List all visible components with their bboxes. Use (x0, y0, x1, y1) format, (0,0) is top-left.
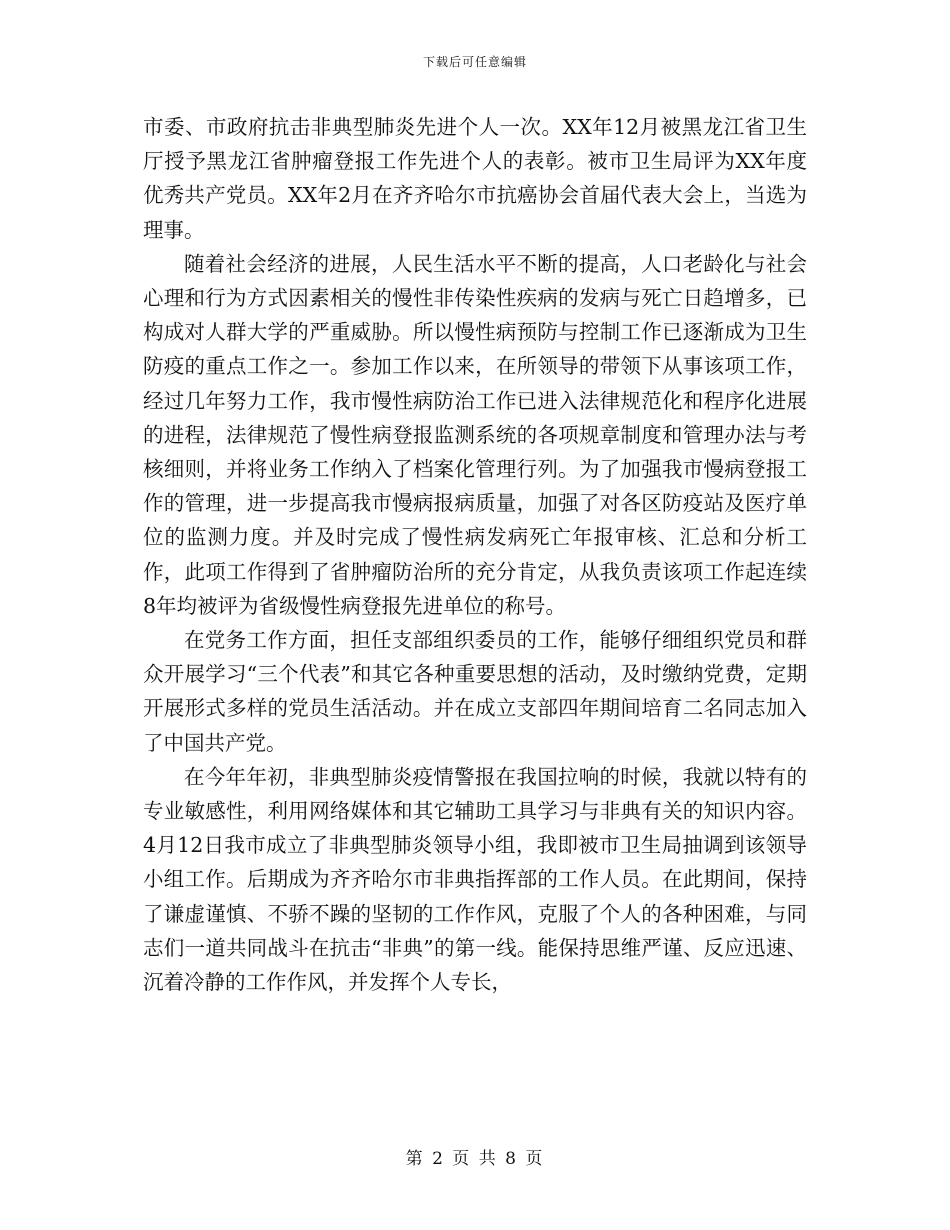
paragraph-3: 在党务工作方面，担任支部组织委员的工作，能够仔细组织党员和群众开展学习“三个代表”和其它各种重要思想的活动，及时缴纳党费，定期开展形式多样的党员生活活动。并在成立支部四年期间培育二名同志加入了中国共产党。 (143, 628, 807, 755)
page-number-footer: 第 2 页 共 8 页 (405, 1149, 545, 1169)
paragraph-2: 随着社会经济的进展，人民生活水平不断的提高，人口老龄化与社会心理和行为方式因素相关的慢性非传染性疾病的发病与死亡日趋增多，已构成对人群大学的严重威胁。所以慢性病预防与控制工作已逐渐成为卫生防疫的重点工作之一。参加工作以来，在所领导的带领下从事该项工作，经过几年努力工作，我市慢性病防治工作已进入法律规范化和程序化进展的进程，法律规范了慢性病登报监测系统的各项规章制度和管理办法与考核细则，并将业务工作纳入了档案化管理行列。为了加强我市慢病登报工作的管理，进一步提高我市慢病报病质量，加强了对各区防疫站及医疗单位的监测力度。并及时完成了慢性病发病死亡年报审核、汇总和分析工作，此项工作得到了省肿瘤防治所的充分肯定，从我负责该项工作起连续8年均被评为省级慢性病登报先进单位的称号。 (143, 251, 807, 618)
document-body (143, 110, 807, 999)
paragraph-1: 市委、市政府抗击非典型肺炎先进个人一次。XX年12月被黑龙江省卫生厅授予黑龙江省肿瘤登报工作先进个人的表彰。被市卫生局评为XX年度优秀共产党员。XX年2月在齐齐哈尔市抗癌协会首届代表大会上，当选为理事。 (143, 115, 807, 242)
page-header-note: 下载后可任意编辑 (422, 55, 527, 69)
paragraph-4: 在今年年初，非典型肺炎疫情警报在我国拉响的时候，我就以特有的专业敏感性，利用网络媒体和其它辅助工具学习与非典有关的知识内容。4月12日我市成立了非典型肺炎领导小组，我即被市卫生局抽调到该领导小组工作。后期成为齐齐哈尔市非典指挥部的工作人员。在此期间，保持了谦虚谨慎、不骄不躁的坚韧的工作作风，克服了个人的各种困难，与同志们一道共同战斗在抗击“非典”的第一线。能保持思维严谨、反应迅速、沉着冷静的工作作风，并发挥个人专长， (143, 764, 807, 995)
